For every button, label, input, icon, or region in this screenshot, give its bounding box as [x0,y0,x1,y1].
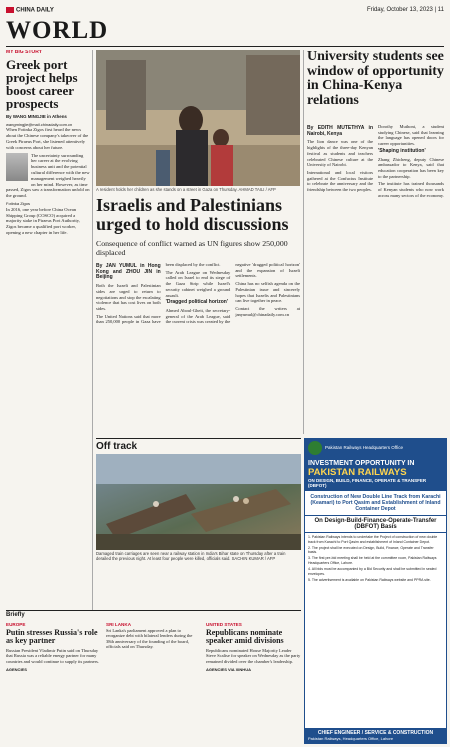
brief-item [206,622,301,742]
divider [6,46,444,47]
brief-headline[interactable]: Republicans nominate speaker amid divisions [206,627,284,646]
brief-location: SRI LANKA [106,622,132,627]
right-article-body [307,124,444,434]
ad-subtitle: Construction of New Double Line Track from Karachi (Keamari) to Port Qasim and Establishment of Inland Container Depot [310,494,441,512]
main-headline[interactable]: Israelis and Palestinians urged to hold discussions [96,195,289,234]
ad-header [305,439,446,457]
paragraph: In 2016, one year before China Ocean Shipping Group (COSCO) acquired a majority stake in Piraeus Port Authority, Zigos became a qualified port worker, opening a new chapter in her life. [6,206,80,235]
paragraph: The United Nations said that more than 250,000 people in Gaza have been displaced by the conflict. [96,262,221,325]
paragraph: The Arab League on Wednesday called on Israel to end its siege of the Gaza Strip while Israel's security cabinet weighed a ground assault. [165,269,231,298]
brief-item [106,622,201,742]
brief-text: Russian President Vladimir Putin said on Thursday that Russia was a reliable energy partner for many countries and would continue to supply its partners. [6,647,99,664]
left-byline: By WANG MINGJIE in Athens [6,113,67,119]
newspaper-logo-icon [6,7,14,13]
ad-invest-line3: ON DESIGN, BUILD, FINANCE, OPERATE & TRANSFER (DBFOT) [308,478,427,488]
issue-date: Friday, October 13, 2023 | 11 [366,7,444,13]
ad-footer-text: Pakistan Railways, Headquarters Office, Lahore [308,736,394,741]
left-headline[interactable]: Greek port project helps boost career prospects [6,56,78,111]
brief-headline[interactable]: Putin stresses Russia's role as key partner [6,627,98,646]
brief-source: AGENCIES VIA XINHUA [206,666,251,672]
divider [6,610,301,611]
photo-illustration [96,454,301,550]
paragraph: The institute has trained thousands of Kenyan students who now work across many sectors of the economy. [378,181,444,198]
paragraph: The lion dance was one of the highlights of the three-day Kenyan festival as students and teachers celebrated Chinese culture at the University of Nairobi. [307,139,373,168]
paragraph: International and local visitors gathered at the Confucius Institute to celebrate the anniversary and the friendship between the two peoples. [307,169,373,193]
divider [96,438,301,439]
photo-caption: Fotinka Zigos [6,200,31,206]
railways-logo-icon [308,441,322,455]
brief-source: AGENCIES [6,666,27,672]
newspaper-name: CHINA DAILY [16,7,54,14]
paragraph: The uncertainty surrounding her career at the evolving business unit and the potential cultural difference with the new management weighed heavily on her mind. However, as time passed, Zigos saw a transformation unfold on the ground. [6,152,90,199]
photo-illustration [96,50,300,186]
brief-text: Republicans nominated House Majority Leader Steve Scalise for speaker on Wednesday as the party remained divided over the chamber's leadership. [206,647,301,664]
offtrack-caption: Damaged train carriages are seen near a railway station in India's Bihar state on Thursday after a train derailed the previous night. At least four people were killed, officials said. SACHIN KUMAR / AFP [96,551,286,561]
briefly-columns [6,622,301,742]
paragraph: China has no selfish agenda on the Palestinian issue and sincerely hopes that Israelis and Palestinians can live together in peace. [235,281,300,304]
briefly-label: Briefly [6,612,25,618]
column-label: MY BIG STORY [6,50,43,55]
left-article [6,50,90,610]
writer-contact: Contact the writers at janyumul@chinadaily.com.cn [235,305,300,317]
main-byline: By JAN YUMUL in Hong Kong and ZHOU JIN in Beijing [96,263,161,281]
ad-top-text: Pakistan Railways Headquarters Office [325,445,403,451]
ad-clause: 3. The first pre-bid meeting shall be held at the committee room, Pakistan Railways Headquarters Office, Lahore. [308,556,437,565]
paragraph: Dorothy Muthoni, a student studying Chinese, said that learning the language has opened doors for career opportunities. [378,124,444,147]
section-title: WORLD [6,17,109,44]
column-divider [92,50,93,610]
offtrack-title: Off track [96,441,138,452]
ad-clause: 4. All bids must be accompanied by a Bid Security and shall be submitted in sealed envelopes. [308,567,437,576]
ad-clause: 5. The advertisement is available on Pakistan Railways website and PPRA site. [308,577,431,582]
ad-clause: 2. The project shall be executed on Design, Build, Finance, Operate and Transfer basis. [308,545,434,555]
brief-location: UNITED STATES [206,622,242,627]
column-divider [303,50,304,434]
brief-item [6,622,101,742]
right-byline: By EDITH MUTETHYA in Nairobi, Kenya [307,125,373,137]
left-email[interactable]: wangmingjie@mail.chinadaily.com.cn [6,121,73,127]
brief-text: Sri Lanka's parliament approved a plan to reorganize debt with bilateral lenders during the 38th anniversary of the founding of the board, officials said on Thursday. [106,627,193,650]
ad-invest-line2: PAKISTAN RAILWAYS [308,467,407,478]
page-header-bar [6,5,444,17]
ad-clause: 1. Pakistan Railways intends to undertake the Project of construction of new double track from Karachi to Port Qasim and establishment of Inland Container Depot. [308,535,438,544]
pakistan-railways-ad[interactable] [304,438,447,744]
ad-body [305,533,446,586]
paragraph: Ahmed Aboul-Gheit, the secretary-general of the Arab League, said the current crisis was created by the negative 'dragged political horizon' and the expansion of Israeli settlements. [165,262,300,325]
ad-footer-title: CHIEF ENGINEER / SERVICE & CONSTRUCTION [317,730,434,736]
main-photo-caption: A resident holds her children as she stands on a street in Gaza on Thursday. AHMAD TAILI / AFP [96,187,276,192]
portrait-photo [6,153,28,181]
cross-heading: 'Shaping institution' [378,147,426,154]
brief-location: EUROPE [6,622,26,627]
main-subheadline: Consequence of conflict warned as UN figures show 250,000 displaced [96,239,288,257]
cross-heading: 'Dragged political horizon' [165,299,229,306]
ad-banner [305,457,446,491]
ad-footer [305,728,446,743]
ad-invest-line1: INVESTMENT OPPORTUNITY IN [308,460,415,467]
main-article-body [96,262,300,437]
ad-title: On Design-Build-Finance-Operate-Transfer (DBFOT) Basis [305,515,446,533]
gaza-street-photo [96,50,300,186]
train-derailment-photo [96,454,301,550]
paragraph: Both the Israeli and Palestinian sides are urged to return to negotiations and stop the escalating violence that has cost lives on both sides. [96,283,161,311]
paragraph: When Fotinka Zigos first heard the news about the Chinese company's takeover of the Greek Piraeus Port, she listened attentively with concerns about her future. [6,127,89,150]
right-headline[interactable]: University students see window of opportunity in China-Kenya relations [307,49,444,108]
paragraph: Zhang Zhicheng, deputy Chinese ambassador to Kenya, said that education cooperation has been key to the partnership. [378,156,444,179]
